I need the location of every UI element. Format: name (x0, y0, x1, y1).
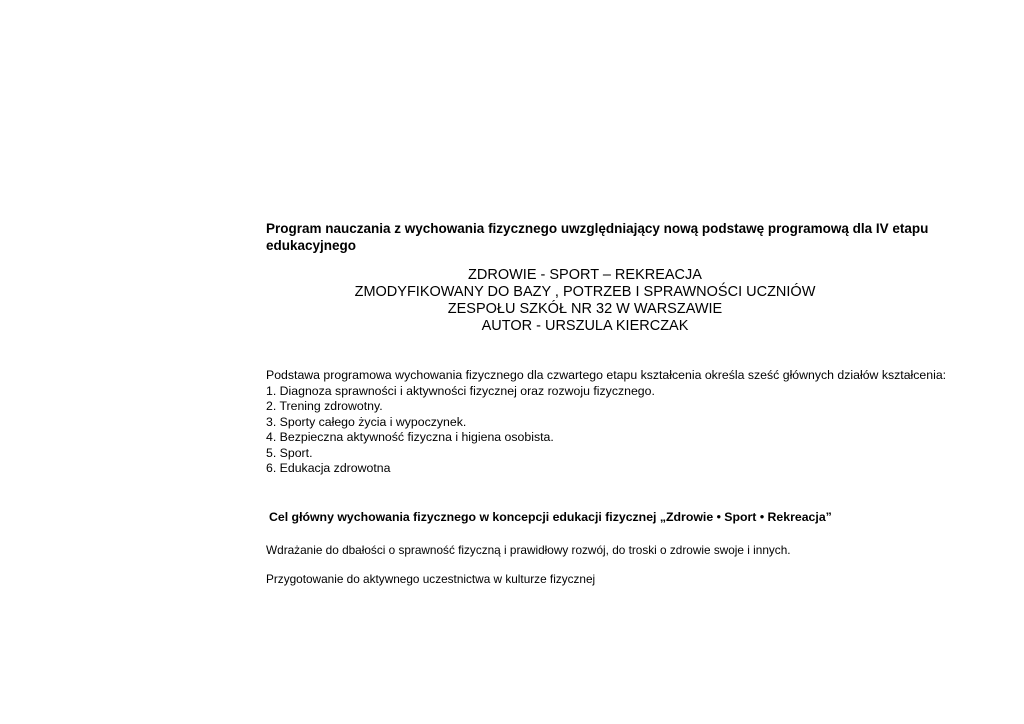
list-item: 5. Sport. (266, 445, 313, 460)
list-item: 1. Diagnoza sprawności i aktywności fizycznej oraz rozwoju fizycznego. (266, 383, 655, 398)
main-goal-heading: Cel główny wychowania fizycznego w koncepcji edukacji fizycznej „Zdrowie • Sport • Rekreacja” (269, 509, 832, 524)
document-content (266, 220, 956, 586)
intro-paragraph: Podstawa programowa wychowania fizycznego dla czwartego etapu kształcenia określa sześć głównych działów kształcenia: (266, 368, 947, 382)
education-areas-list (266, 384, 956, 477)
list-item: 3. Sporty całego życia i wypoczynek. (266, 414, 467, 429)
document-title: Program nauczania z wychowania fizycznego uwzględniający nową podstawę programową dla IV etapu edukacyjnego (266, 221, 929, 253)
program-header-block (240, 267, 930, 335)
program-name-line: ZDROWIE - SPORT – REKREACJA (468, 267, 702, 283)
school-name-line: ZESPOŁU SZKÓŁ NR 32 W WARSZAWIE (447, 301, 723, 317)
list-item: 4. Bezpieczna aktywność fizyczna i higiena osobista. (266, 430, 554, 444)
program-modification-line: ZMODYFIKOWANY DO BAZY , POTRZEB I SPRAWNOŚCI UCZNIÓW (354, 284, 816, 300)
list-item: 2. Trening zdrowotny. (266, 399, 383, 413)
goal-paragraph-1: Wdrażanie do dbałości o sprawność fizyczną i prawidłowy rozwój, do troski o zdrowie swoje i innych. (266, 542, 791, 557)
goal-paragraph-2: Przygotowanie do aktywnego uczestnictwa w kulturze fizycznej (266, 571, 596, 586)
author-line: AUTOR - URSZULA KIERCZAK (481, 318, 689, 334)
list-item: 6. Edukacja zdrowotna (266, 461, 391, 475)
